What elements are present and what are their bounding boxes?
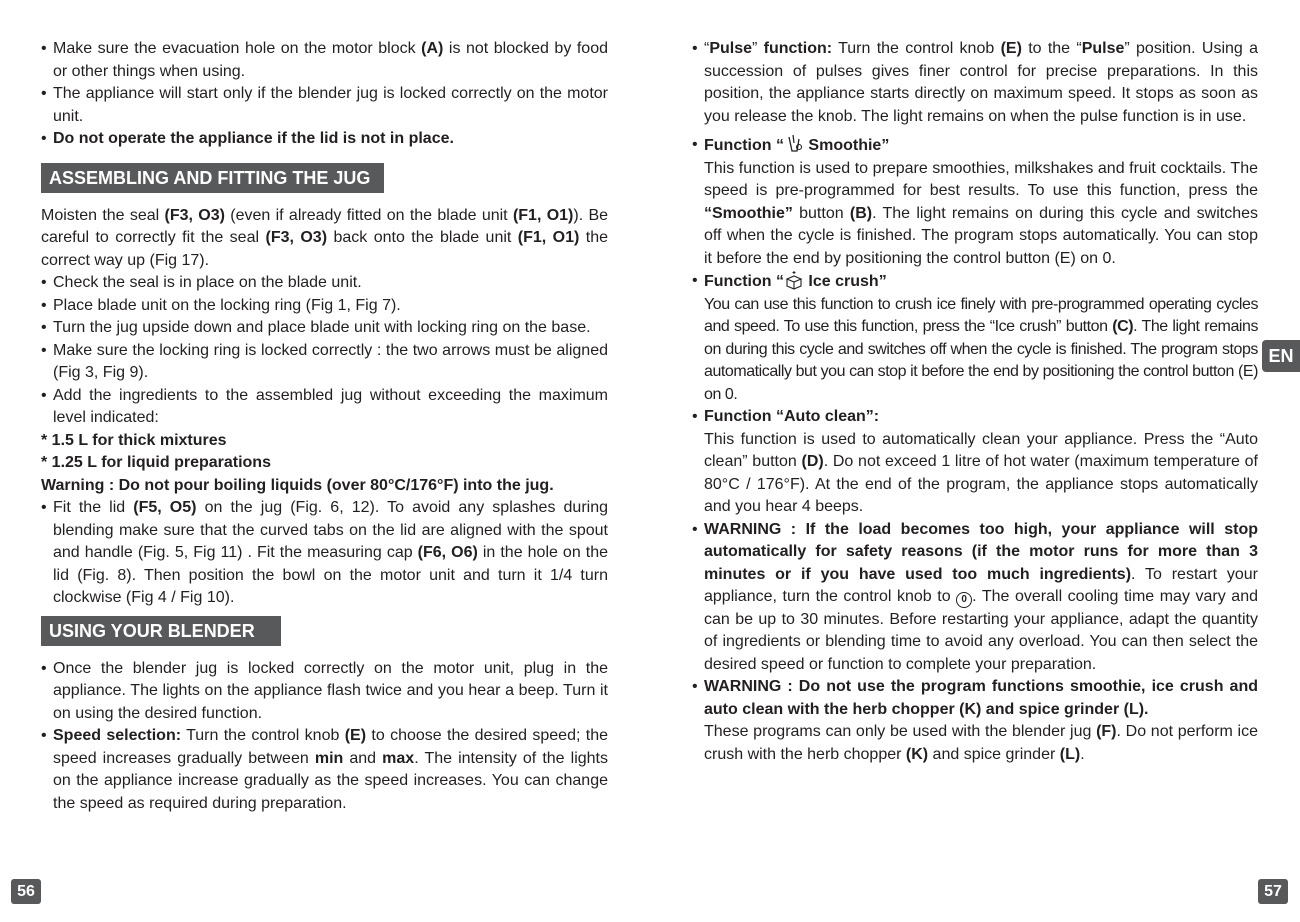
list-item-ice-crush: • Function “ Ice crush” You can use this function to crush ice finely with pre-programmed operating cycles and speed. To use this function, press the “Ice crush” button (C). The light remains on during this cycle and switches off when the cycle is finished. The program stops automatically but you can stop it before the end by positioning the control button (E) on 0. (692, 270, 1258, 406)
list-item: • Place blade unit on the locking ring (Fig 1, Fig 7). (41, 295, 608, 318)
intro-list (41, 38, 608, 151)
section-heading-using: USING YOUR BLENDER (41, 616, 281, 646)
assembling-paragraph: Moisten the seal (F3, O3) (even if already fitted on the blade unit (F1, O1)). Be careful to correctly fit the seal (F3, O3) back onto the blade unit (F1, O1) the correct way up (Fig 17). (41, 206, 609, 269)
list-item: • Speed selection: Turn the control knob (E) to choose the desired speed; the speed increases gradually between min and max. The intensity of the lights on the appliance increase gradually as the speed increases. You can change the speed as required during preparation. (41, 725, 608, 815)
list-item-warning-overload: • WARNING : If the load becomes too high, your appliance will stop automatically for safety reasons (if the motor runs for more than 3 minutes or if you have used too much ingredients). To restart your appliance, turn the control knob to 0 . The overall cooling time may vary and can be up to 30 minutes. Before restarting your appliance, adapt the quantity of ingredients or blending time to avoid any overload. You can then select the desired speed or function to complete your preparation. (692, 519, 1258, 677)
fit-lid-list (41, 497, 608, 610)
list-item: • Fit the lid (F5, O5) on the jug (Fig. 6, 12). To avoid any splashes during blending make sure that the curved tabs on the lid are aligned with the spout and handle (Fig. 5, Fig 11) . Fit the measuring cap (F6, O6) in the hole on the lid (Fig. 8). Then position the bowl on the motor unit and turn it 1/4 turn clockwise (Fig 4 / Fig 10). (41, 497, 608, 610)
list-item: • “Pulse” function: Turn the control knob (E) to the “Pulse” position. Using a succession of pulses gives finer control for precise preparations. In this position, the appliance starts directly on maximum speed. It stops as soon as you release the knob. The light remains on when the pulse function is in use. (692, 38, 1258, 128)
list-item-auto-clean: • Function “Auto clean”: This function is used to automatically clean your appliance. Press the “Auto clean” button (D). Do not exceed 1 litre of hot water (maximum temperature of 80°C / 176°F). At the end of the program, the appliance stops automatically and you hear 4 beeps. (692, 406, 1258, 519)
left-column (41, 38, 608, 815)
ice-crush-icon (784, 270, 804, 290)
list-item: • Check the seal is in place on the blade unit. (41, 272, 608, 295)
list-item: • Make sure the locking ring is locked correctly : the two arrows must be aligned (Fig 3, Fig 9). (41, 340, 608, 385)
functions-list (692, 134, 1258, 766)
pulse-list (692, 38, 1258, 128)
language-tab: EN (1262, 340, 1300, 372)
using-list (41, 658, 608, 816)
list-item-warning-programs: • WARNING : Do not use the program functions smoothie, ice crush and auto clean with the herb chopper (K) and spice grinder (L). These programs can only be used with the blender jug (F). Do not perform ice crush with the herb chopper (K) and spice grinder (L). (692, 676, 1258, 766)
page-number-left: 56 (11, 879, 41, 904)
page-number-right: 57 (1258, 879, 1288, 904)
knob-zero-icon: 0 (956, 592, 972, 608)
assembling-list (41, 272, 608, 430)
list-item: • Turn the jug upside down and place blade unit with locking ring on the base. (41, 317, 608, 340)
list-item: • Once the blender jug is locked correctly on the motor unit, plug in the appliance. The lights on the appliance flash twice and you hear a beep. Turn it on using the desired function. (41, 658, 608, 726)
list-item: • Add the ingredients to the assembled jug without exceeding the maximum level indicated: (41, 385, 608, 430)
list-item: • The appliance will start only if the blender jug is locked correctly on the motor unit. (41, 83, 608, 128)
warning-boiling: Warning : Do not pour boiling liquids (over 80°C/176°F) into the jug. (41, 476, 554, 494)
list-item-smoothie: • Function “ Smoothie” This function is used to prepare smoothies, milkshakes and fruit cocktails. The speed is pre-programmed for best results. To use this function, press the “Smoothie” button (B). The light remains on during this cycle and switches off when the cycle is finished. The program stops automatically. You can stop it before the end by positioning the control button (E) on 0. (692, 134, 1258, 270)
list-item: • Do not operate the appliance if the lid is not in place. (41, 128, 608, 151)
max-level-thick: * 1.5 L for thick mixtures (41, 431, 227, 449)
smoothie-icon (784, 134, 804, 154)
max-level-liquid: * 1.25 L for liquid preparations (41, 454, 271, 471)
right-column (692, 38, 1258, 766)
section-heading-assembling: ASSEMBLING AND FITTING THE JUG (41, 163, 384, 193)
list-item: • Make sure the evacuation hole on the motor block (A) is not blocked by food or other things when using. (41, 38, 608, 83)
